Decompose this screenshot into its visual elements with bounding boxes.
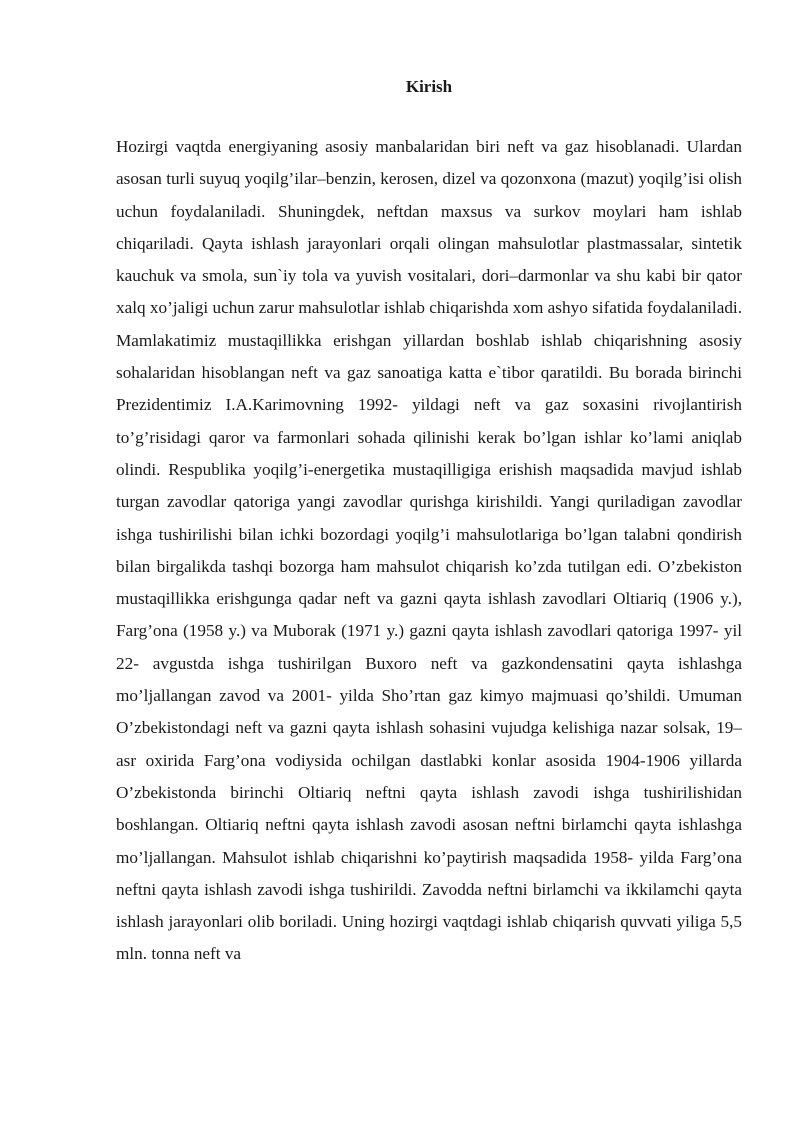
body-paragraph: Hozirgi vaqtda energiyaning asosiy manbalaridan biri neft va gaz hisoblanadi. Ulardan asosan turli suyuq yoqilg’ilar–benzin, kerosen, dizel va qozonxona (mazut) yoqilg’isi olish uchun foydalaniladi. Shuningdek, neftdan maxsus va surkov moylari ham ishlab chiqariladi. Qayta ishlash jarayonlari orqali olingan mahsulotlar plastmassalar, sintetik kauchuk va smola, sun`iy tola va yuvish vositalari, dori–darmonlar va shu kabi bir qator xalq xo’jaligi uchun zarur mahsulotlar ishlab chiqarishda xom ashyo sifatida foydalaniladi. Mamlakatimiz mustaqillikka erishgan yillardan boshlab ishlab chiqarishning asosiy sohalaridan hisoblangan neft va gaz sanoatiga katta e`tibor qaratildi. Bu borada birinchi Prezidentimiz I.A.Karimovning 1992- yildagi neft va gaz soxasini rivojlantirish to’g’risidagi qaror va farmonlari sohada qilinishi kerak bo’lgan ishlar ko’lami aniqlab olindi. Respublika yoqilg’i-energetika mustaqilligiga erishish maqsadida mavjud ishlab turgan zavodlar qatoriga yangi zavodlar qurishga kirishildi. Yangi quriladigan zavodlar ishga tushirilishi bilan ichki bozordagi yoqilg’i mahsulotlariga bo’lgan talabni qondirish bilan birgalikda tashqi bozorga ham mahsulot chiqarish ko’zda tutilgan edi. O’zbekiston mustaqillikka erishgunga qadar neft va gazni qayta ishlash zavodlari Oltiariq (1906 y.), Farg’ona (1958 y.) va Muborak (1971 y.) gazni qayta ishlash zavodlari qatoriga 1997- yil 22- avgustda ishga tushirilgan Buxoro neft va gazkondensatini qayta ishlashga mo’ljallangan zavod va 2001- yilda Sho’rtan gaz kimyo majmuasi qo’shildi. Umuman O’zbekistondagi neft va gazni qayta ishlash sohasini vujudga kelishiga nazar solsak, 19–asr oxirida Farg’ona vodiysida ochilgan dastlabki konlar asosida 1904-1906 yillarda O’zbekistonda birinchi Oltiariq neftni qayta ishlash zavodi ishga tushirilishidan boshlangan. Oltiariq neftni qayta ishlash zavodi asosan neftni birlamchi qayta ishlashga mo’ljallangan. Mahsulot ishlab chiqarishni ko’paytirish maqsadida 1958- yilda Farg’ona neftni qayta ishlash zavodi ishga tushirildi. Zavodda neftni birlamchi va ikkilamchi qayta ishlash jarayonlari olib boriladi. Uning hozirgi vaqtdagi ishlab chiqarish quvvati yiliga 5,5 mln. tonna neft va — [116, 137, 742, 964]
page-title: Kirish — [405, 77, 453, 96]
